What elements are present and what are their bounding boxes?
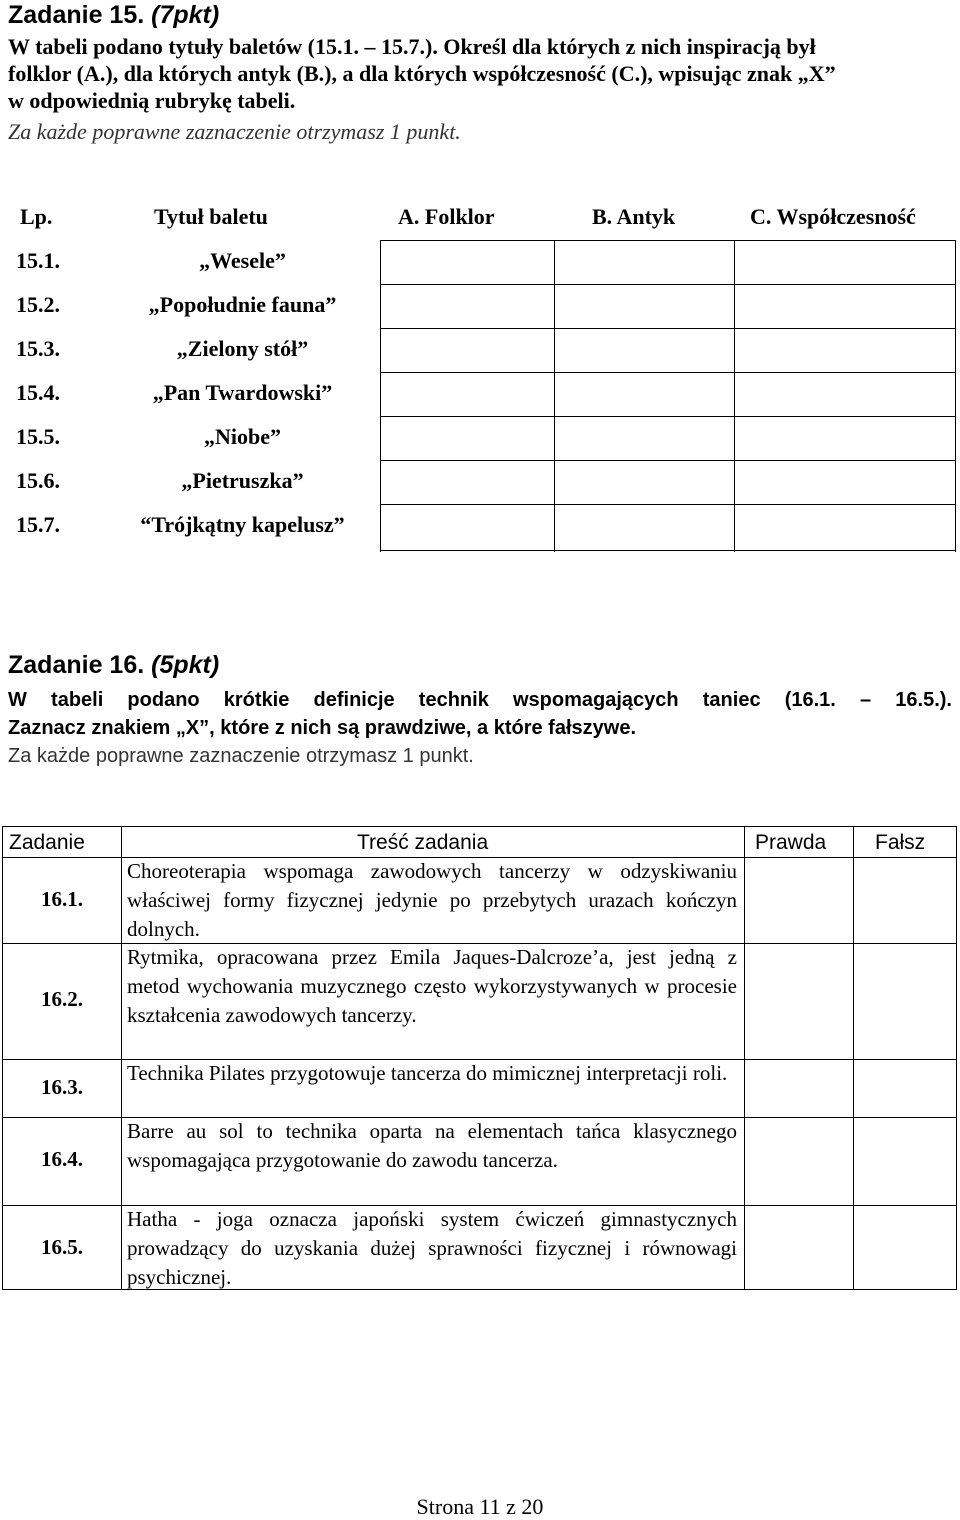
task15-instruction-line: folklor (A.), dla których antyk (B.), a dla których współczesność (C.), wpisując znak „X”	[8, 61, 836, 86]
statement-number: 16.4.	[41, 1147, 83, 1171]
ballet-table-header	[8, 196, 956, 240]
grid-line	[121, 827, 122, 1289]
col-header-wspolczesnosc: C. Współczesność	[750, 204, 916, 229]
grid-line	[380, 550, 956, 551]
col-header-falsz: Fałsz	[875, 831, 926, 854]
ballet-row-number: 15.5.	[16, 424, 60, 449]
task16-scoring: Za każde poprawne zaznaczenie otrzymasz 1 punkt.	[8, 745, 474, 767]
grid-line	[380, 504, 956, 505]
task16-instruction-line: Zaznacz znakiem „X”, które z nich są prawdziwe, a które fałszywe.	[8, 717, 636, 739]
statement-number: 16.1.	[41, 887, 83, 911]
task15-instruction-line: w odpowiednią rubrykę tabeli.	[8, 88, 296, 113]
col-header-tresc: Treść zadania	[357, 831, 489, 854]
grid-line	[955, 240, 956, 552]
ballet-row-number: 15.6.	[16, 468, 60, 493]
col-header-title: Tytuł baletu	[154, 204, 268, 229]
statement-text: Hatha - joga oznacza japoński system ćwiczeń gimnastycznych prowadzący do uzyskania dużej sprawności fizycznej i równowagi psychicznej.	[127, 1207, 737, 1289]
task16-instruction	[8, 686, 952, 742]
grid-line	[380, 460, 956, 461]
grid-line	[380, 372, 956, 373]
task15-heading	[8, 0, 219, 30]
ballet-row-title: “Trójkątny kapelusz”	[140, 512, 345, 537]
ballet-row-title: „Pan Twardowski”	[152, 380, 333, 405]
ballet-row-number: 15.1.	[16, 248, 60, 273]
technique-table	[2, 826, 957, 1290]
task15-title: Zadanie 15.	[8, 1, 145, 29]
ballet-row-title: „Pietruszka”	[181, 468, 304, 493]
col-header-zadanie: Zadanie	[9, 831, 85, 854]
ballet-row-title: „Popołudnie fauna”	[148, 292, 337, 317]
ballet-row	[8, 240, 380, 284]
statement-text: Technika Pilates przygotowuje tancerza do mimicznej interpretacji roli.	[127, 1061, 728, 1085]
ballet-row-number: 15.2.	[16, 292, 60, 317]
page-footer: Strona 11 z 20	[416, 1494, 544, 1519]
ballet-row-number: 15.3.	[16, 336, 60, 361]
ballet-row-number: 15.4.	[16, 380, 60, 405]
ballet-row	[8, 372, 380, 416]
col-header-lp: Lp.	[20, 204, 53, 229]
statement-number: 16.3.	[41, 1075, 83, 1099]
ballet-row	[8, 328, 380, 372]
col-header-folklor: A. Folklor	[398, 204, 495, 229]
ballet-row	[8, 504, 380, 548]
statement-text: Choreoterapia wspomaga zawodowych tancerzy w odzyskiwaniu właściwej formy fizycznej jedynie po przebytych urazach kończyn dolnych.	[127, 859, 737, 941]
grid-line	[744, 827, 745, 1289]
grid-line	[554, 240, 555, 552]
ballet-row-title: „Niobe”	[204, 424, 281, 449]
task15-instruction-line: W tabeli podano tytuły baletów (15.1. – 15.7.). Określ dla których z nich inspiracją był	[8, 34, 816, 59]
statement-text: Barre au sol to technika oparta na elementach tańca klasycznego wspomagająca przygotowanie do zawodu tancerza.	[127, 1119, 737, 1172]
task15-instruction	[8, 33, 836, 114]
statement-number: 16.5.	[41, 1235, 83, 1259]
ballet-row	[8, 460, 380, 504]
grid-line	[853, 827, 854, 1289]
ballet-row	[8, 416, 380, 460]
statement-number: 16.2.	[41, 987, 83, 1011]
ballet-row-number: 15.7.	[16, 512, 60, 537]
ballet-row-title: „Wesele”	[199, 248, 286, 273]
statement-text: Rytmika, opracowana przez Emila Jaques-Dalcroze’a, jest jedną z metod wychowania muzycznego często wykorzystywanych w procesie kształcenia zawodowych tancerzy.	[127, 945, 737, 1027]
task15-scoring: Za każde poprawne zaznaczenie otrzymasz 1 punkt.	[8, 119, 461, 144]
col-header-prawda: Prawda	[755, 831, 827, 854]
task16-instruction-line: W tabeli podano krótkie definicje technik wspomagających taniec (16.1. – 16.5.).	[8, 689, 952, 711]
task16-heading	[8, 650, 219, 680]
grid-line	[380, 240, 956, 241]
col-header-antyk: B. Antyk	[592, 204, 676, 229]
task16-title: Zadanie 16.	[8, 651, 145, 679]
grid-line	[380, 416, 956, 417]
ballet-row-title: „Zielony stół”	[176, 336, 309, 361]
task15-points: (7pkt)	[151, 1, 220, 29]
grid-line	[734, 240, 735, 552]
grid-line	[380, 284, 956, 285]
grid-line	[380, 240, 381, 552]
grid-line	[380, 328, 956, 329]
ballet-table	[8, 196, 956, 552]
task16-points: (5pkt)	[151, 651, 220, 679]
ballet-row	[8, 284, 380, 328]
